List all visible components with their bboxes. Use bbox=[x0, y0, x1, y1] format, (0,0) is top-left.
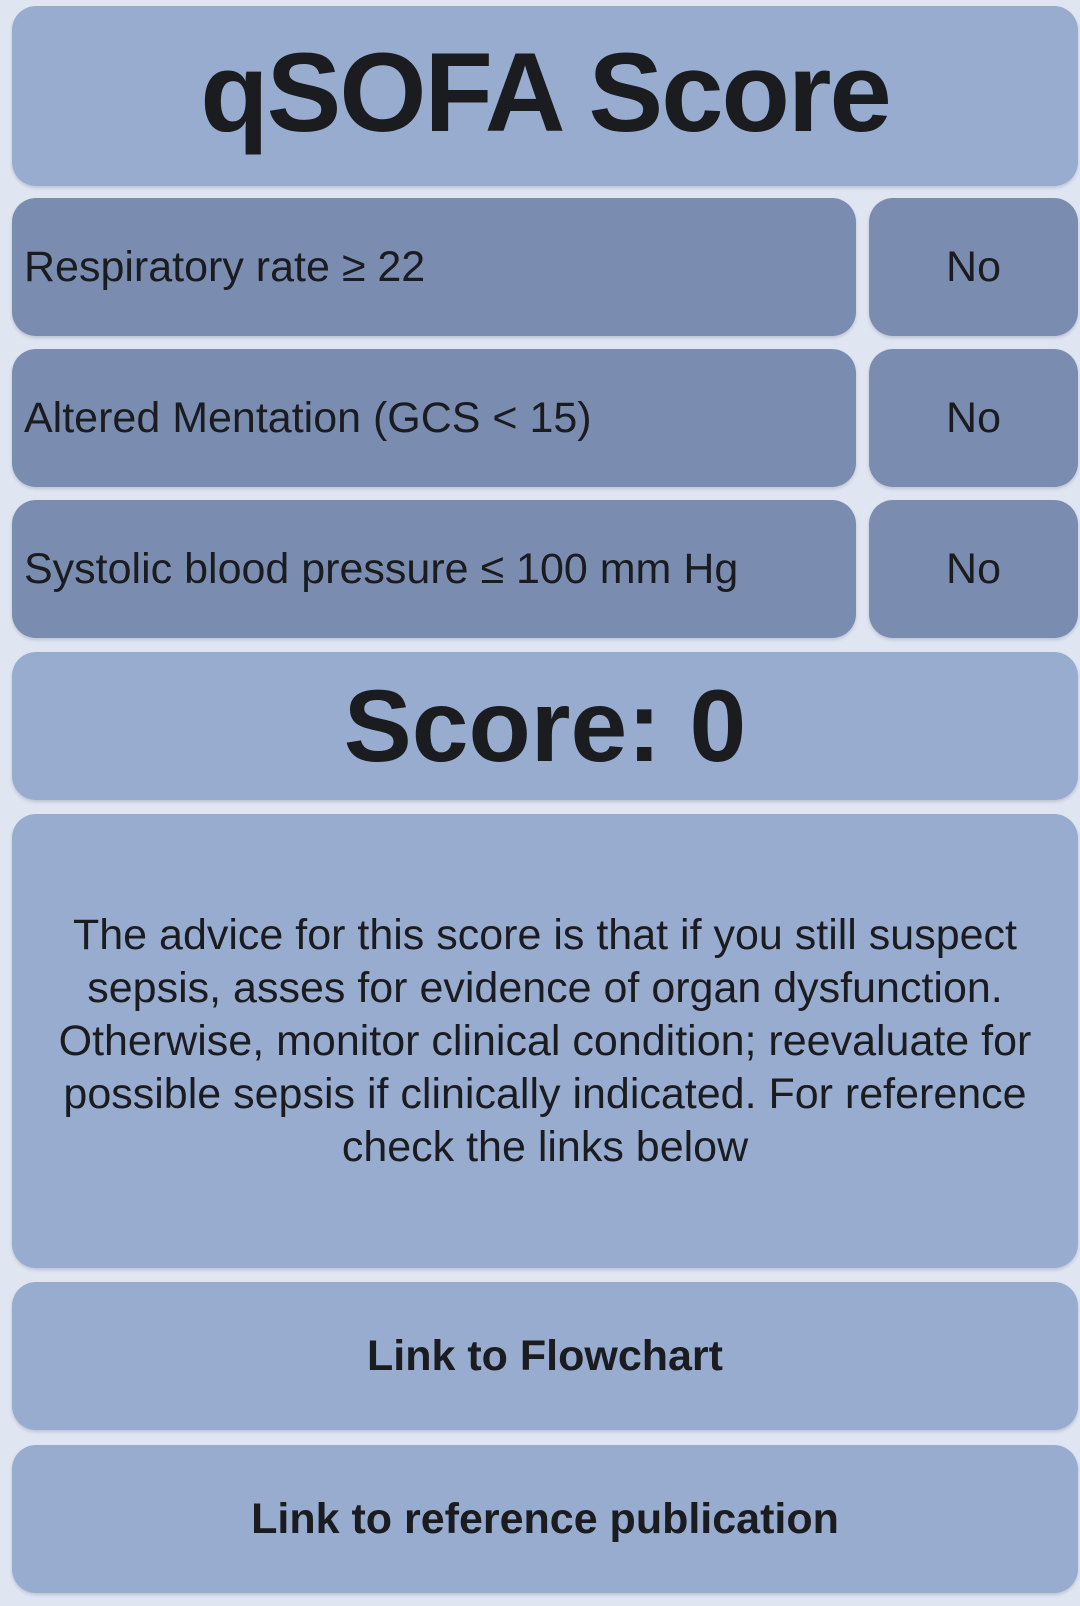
criterion-respiratory-rate-toggle[interactable] bbox=[869, 198, 1078, 336]
reference-publication-link-button[interactable] bbox=[12, 1445, 1078, 1593]
flowchart-link-button[interactable] bbox=[12, 1282, 1078, 1430]
criterion-label: Respiratory rate ≥ 22 bbox=[24, 242, 426, 291]
title-card bbox=[12, 6, 1078, 186]
page-title: qSOFA Score bbox=[200, 29, 890, 155]
criterion-systolic-bp-label-card bbox=[12, 500, 856, 638]
criterion-altered-mentation-label-card bbox=[12, 349, 856, 487]
flowchart-link-label: Link to Flowchart bbox=[367, 1331, 723, 1380]
score-value: Score: 0 bbox=[343, 668, 747, 783]
criterion-label: Altered Mentation (GCS < 15) bbox=[24, 393, 592, 442]
criterion-systolic-bp-toggle[interactable] bbox=[869, 500, 1078, 638]
criterion-respiratory-rate-label-card bbox=[12, 198, 856, 336]
criterion-value: No bbox=[946, 242, 1001, 291]
score-card bbox=[12, 652, 1078, 800]
reference-link-label: Link to reference publication bbox=[251, 1494, 839, 1543]
advice-card bbox=[12, 814, 1078, 1268]
criterion-value: No bbox=[946, 393, 1001, 442]
advice-text: The advice for this score is that if you still suspect sepsis, asses for evidence of organ dysfunction. Otherwise, monitor clinical condition; reevaluate for possible sepsis if clinically indicated. For reference check the links below bbox=[58, 910, 1032, 1171]
criterion-altered-mentation-toggle[interactable] bbox=[869, 349, 1078, 487]
criterion-value: No bbox=[946, 544, 1001, 593]
criterion-label: Systolic blood pressure ≤ 100 mm Hg bbox=[24, 544, 739, 593]
